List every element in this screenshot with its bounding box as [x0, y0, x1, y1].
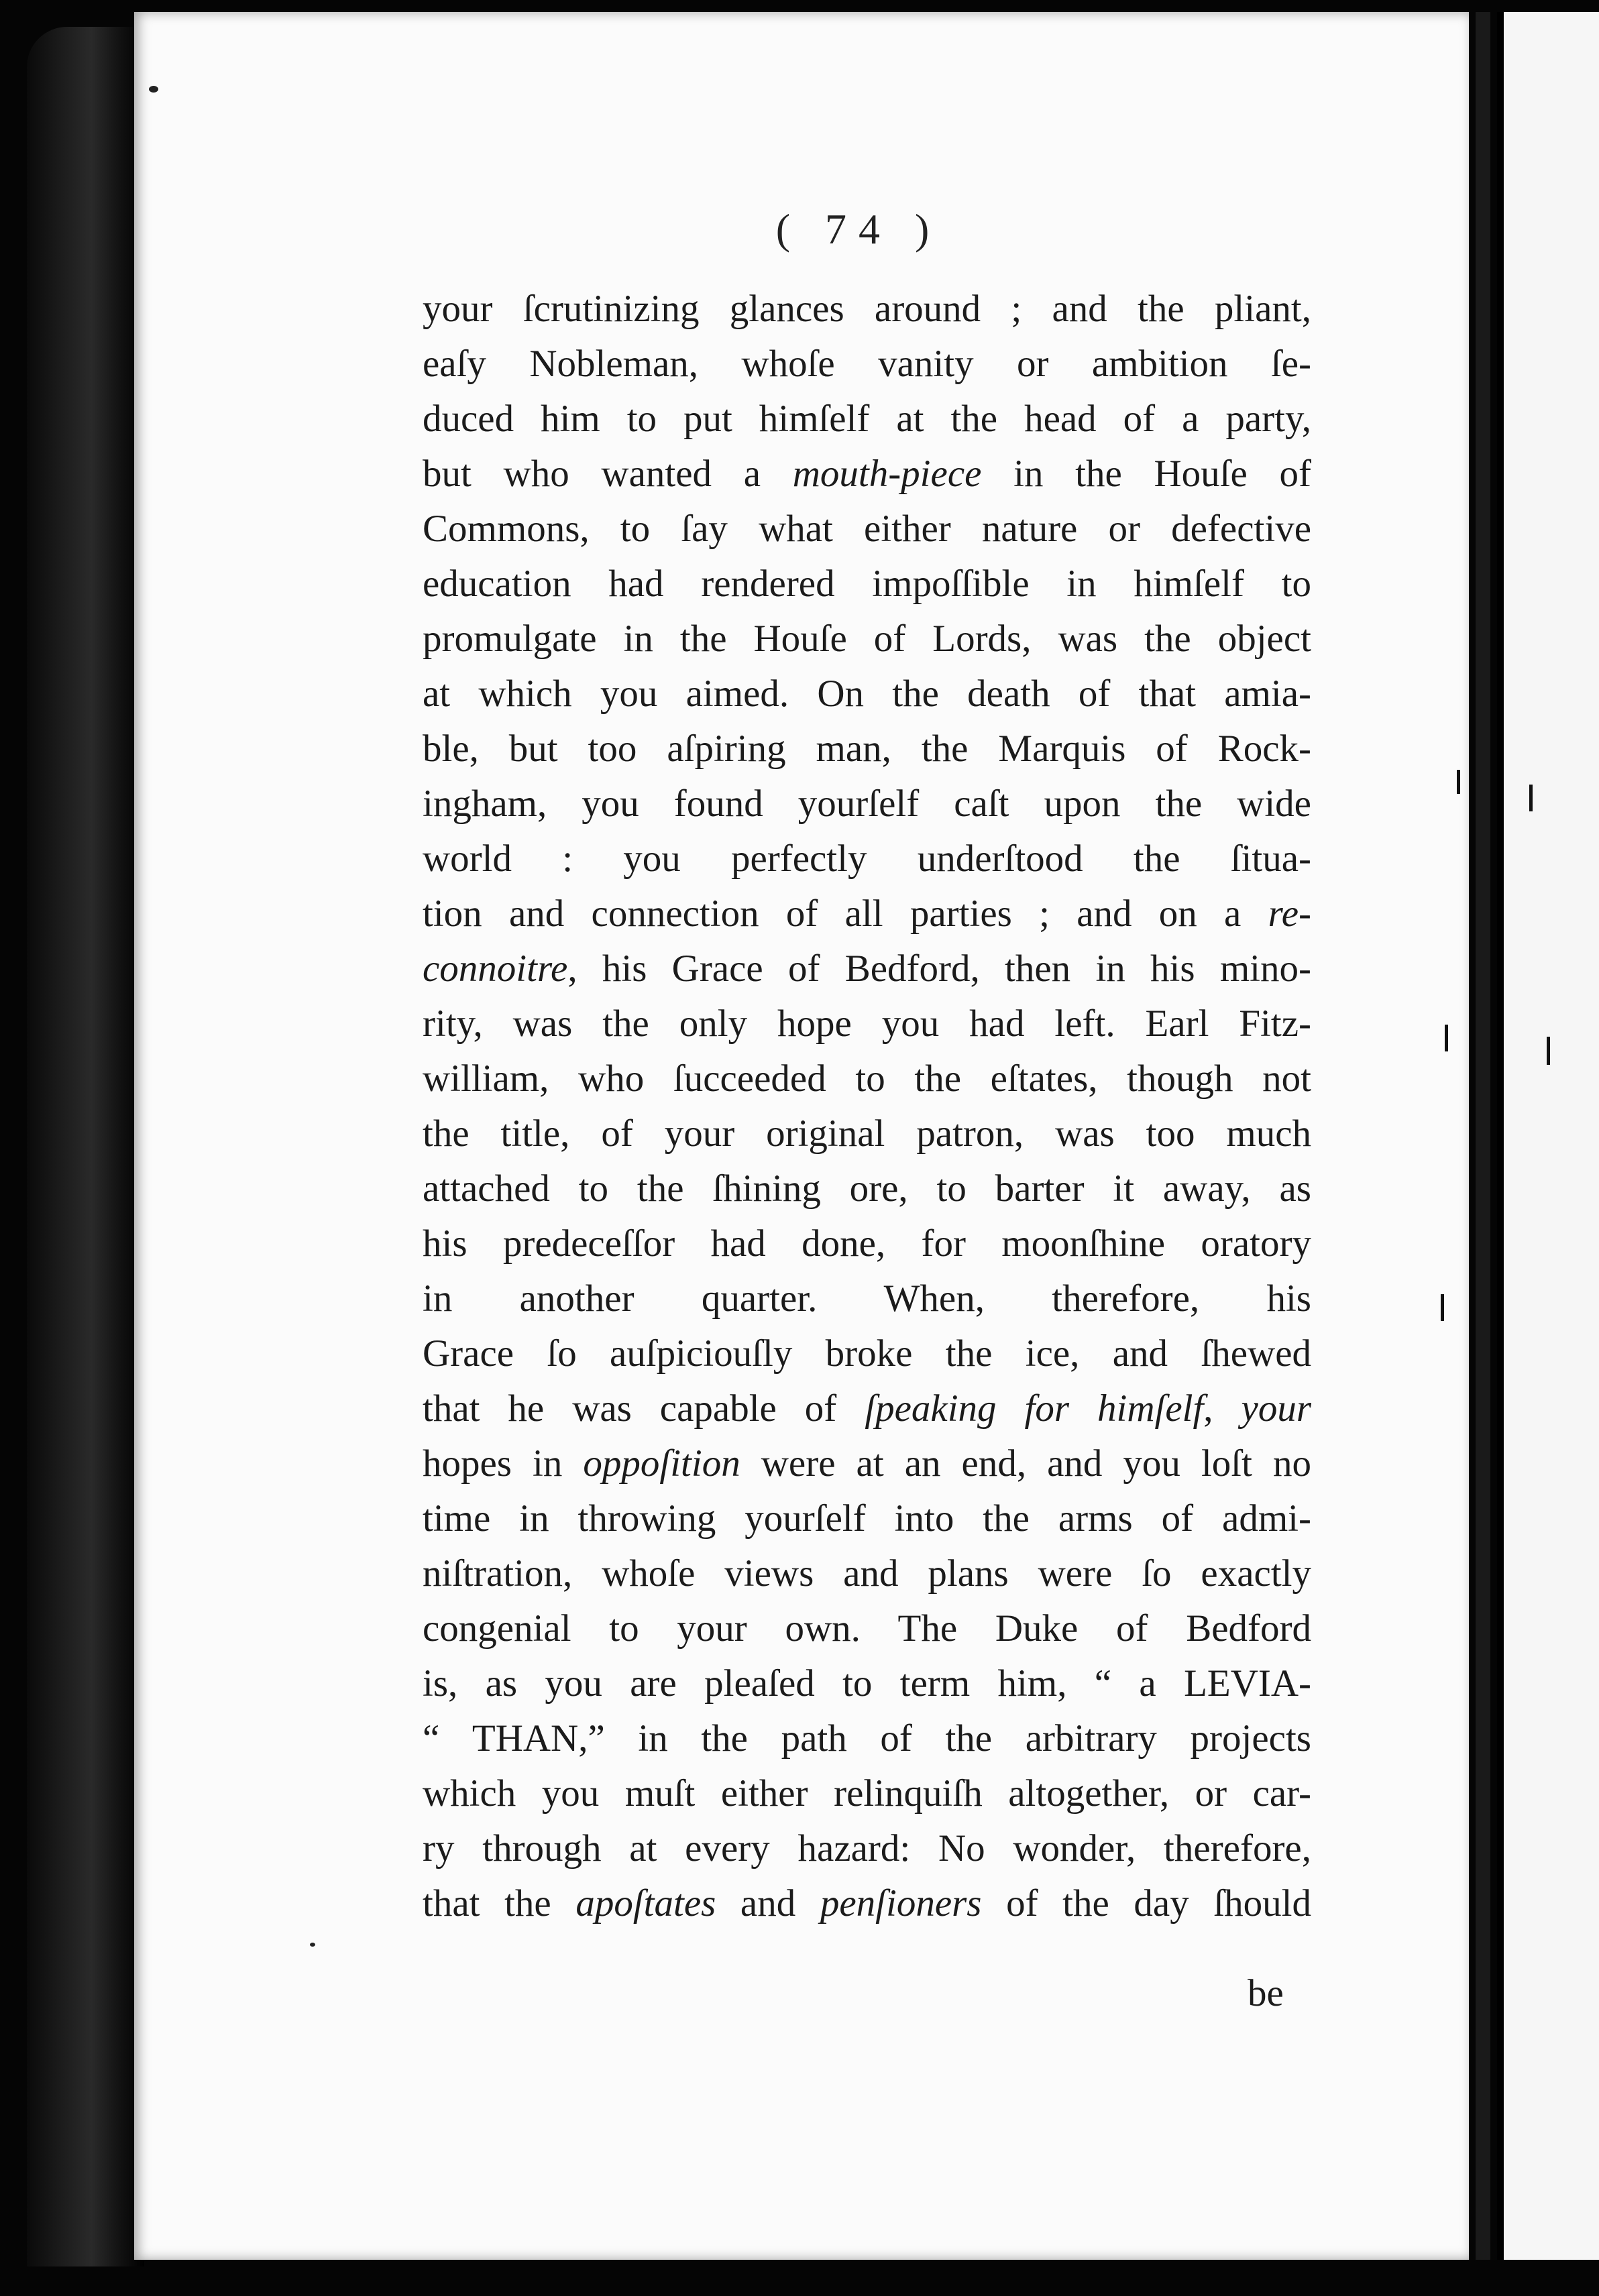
text-segment: is, as you are pleaſed to term him, “ a LEVIA-	[423, 1662, 1311, 1705]
text-line	[423, 1491, 1311, 1546]
body-text	[423, 282, 1311, 1931]
page-gutter	[1476, 12, 1490, 2260]
scan-mark	[1529, 785, 1533, 811]
text-segment: promulgate in the Houſe of Lords, was the object	[423, 618, 1311, 660]
text-segment: tion and connection of all parties ; and on a	[423, 893, 1268, 935]
text-line	[423, 1601, 1311, 1656]
text-line	[423, 1656, 1311, 1711]
page-number: ( 74 )	[775, 205, 942, 253]
text-segment: “ THAN,” in the path of the arbitrary projects	[423, 1717, 1311, 1760]
text-segment: duced him to put himſelf at the head of a party,	[423, 398, 1311, 440]
text-line	[423, 1436, 1311, 1491]
catchword: be	[1248, 1972, 1284, 2014]
text-line	[423, 1216, 1311, 1271]
text-segment: hopes in	[423, 1442, 584, 1485]
text-line	[423, 337, 1311, 392]
text-line	[423, 447, 1311, 502]
text-line	[423, 1271, 1311, 1326]
text-segment: education had rendered impoſſible in himſelf to	[423, 563, 1311, 605]
text-segment: in the Houſe of	[981, 453, 1311, 495]
text-segment: time in throwing yourſelf into the arms of admi-	[423, 1497, 1311, 1540]
text-segment: Commons, to ſay what either nature or defective	[423, 508, 1311, 550]
scan-speck	[149, 86, 158, 93]
text-segment: and	[716, 1882, 820, 1925]
text-line	[423, 392, 1311, 447]
text-line	[423, 502, 1311, 557]
text-segment: but who wanted a	[423, 453, 793, 495]
text-segment: world : you perfectly underſtood the ſitua-	[423, 838, 1311, 880]
text-line	[423, 667, 1311, 722]
text-segment: in another quarter. When, therefore, his	[423, 1277, 1311, 1320]
text-line	[423, 1766, 1311, 1821]
text-segment: ,	[1203, 1387, 1242, 1430]
text-line	[423, 1876, 1311, 1931]
text-segment: connoitre	[423, 948, 568, 990]
text-segment: your ſcrutinizing glances around ; and the pliant,	[423, 288, 1311, 330]
text-segment: ble, but too aſpiring man, the Marquis of Rock-	[423, 728, 1311, 770]
scan-mark	[1547, 1037, 1550, 1065]
text-line	[423, 1106, 1311, 1161]
text-line	[423, 777, 1311, 831]
text-segment: at which you aimed. On the death of that amia-	[423, 673, 1311, 715]
text-line	[423, 557, 1311, 612]
scan-mark	[1441, 1294, 1444, 1321]
text-segment: Grace ſo auſpiciouſly broke the ice, and ſhewed	[423, 1332, 1311, 1375]
scan-mark	[1445, 1025, 1448, 1051]
text-segment: william, who ſucceeded to the eſtates, though not	[423, 1057, 1311, 1100]
text-segment: that he was capable of	[423, 1387, 865, 1430]
text-segment: mouth-piece	[792, 453, 982, 495]
text-segment: penſioners	[820, 1882, 982, 1925]
book-binding-edge	[27, 27, 144, 2266]
text-line	[423, 1326, 1311, 1381]
text-segment: , his Grace of Bedford, then in his mino-	[567, 948, 1311, 990]
text-segment: niſtration, whoſe views and plans were ſo exactly	[423, 1552, 1311, 1595]
text-line	[423, 886, 1311, 941]
text-line	[423, 1711, 1311, 1766]
text-line	[423, 1161, 1311, 1216]
text-line	[423, 282, 1311, 337]
text-line	[423, 612, 1311, 667]
text-segment: rity, was the only hope you had left. Earl Fitz-	[423, 1002, 1311, 1045]
text-line	[423, 941, 1311, 996]
text-segment: that the	[423, 1882, 576, 1925]
text-segment: ingham, you found yourſelf caſt upon the wide	[423, 783, 1311, 825]
text-segment: eaſy Nobleman, whoſe vanity or ambition ſe-	[423, 343, 1311, 385]
text-segment: were at an end, and you loſt no	[740, 1442, 1311, 1485]
text-segment: of the day ſhould	[981, 1882, 1311, 1925]
text-segment: oppoſition	[583, 1442, 740, 1485]
facing-page-edge	[1497, 12, 1599, 2260]
text-line	[423, 1381, 1311, 1436]
text-segment: re-	[1268, 893, 1311, 935]
text-segment: congenial to your own. The Duke of Bedford	[423, 1607, 1311, 1650]
text-segment: ſpeaking for himſelf	[865, 1387, 1204, 1430]
scan-mark	[1457, 770, 1460, 794]
text-line	[423, 831, 1311, 886]
text-segment: apoſtates	[575, 1882, 716, 1925]
text-line	[423, 996, 1311, 1051]
text-line	[423, 1821, 1311, 1876]
text-segment: your	[1241, 1387, 1311, 1430]
text-line	[423, 1051, 1311, 1106]
text-segment: ry through at every hazard: No wonder, therefore,	[423, 1827, 1311, 1870]
text-segment: his predeceſſor had done, for moonſhine oratory	[423, 1222, 1311, 1265]
text-segment: which you muſt either relinquiſh altogether, or car-	[423, 1772, 1311, 1815]
text-segment: attached to the ſhining ore, to barter it away, as	[423, 1167, 1311, 1210]
text-line	[423, 1546, 1311, 1601]
text-line	[423, 722, 1311, 777]
scan-speck	[310, 1943, 315, 1947]
text-segment: the title, of your original patron, was too much	[423, 1112, 1311, 1155]
